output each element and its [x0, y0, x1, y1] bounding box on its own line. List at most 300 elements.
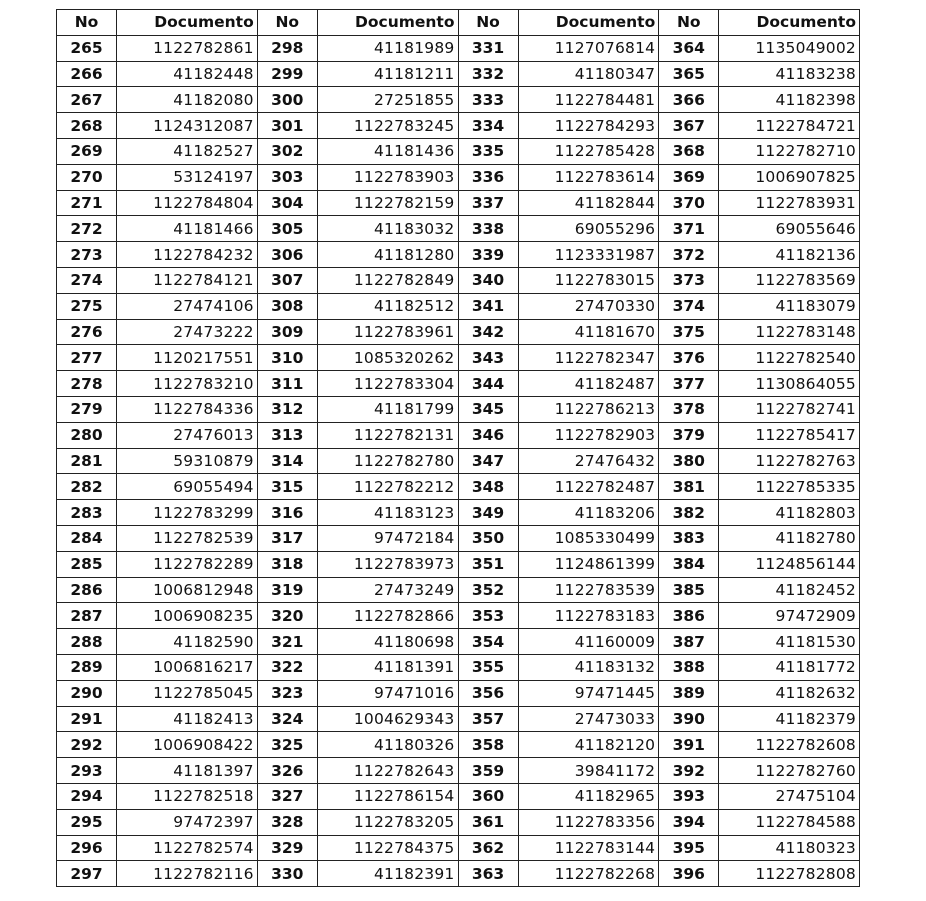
- cell-documento: 1122783183: [518, 603, 659, 629]
- cell-documento: 1127076814: [518, 35, 659, 61]
- cell-no: 313: [257, 422, 317, 448]
- cell-no: 383: [659, 525, 719, 551]
- cell-no: 275: [57, 293, 117, 319]
- cell-documento: 41181280: [317, 242, 458, 268]
- cell-documento: 41182452: [719, 577, 860, 603]
- table-row: [57, 783, 860, 809]
- cell-no: 368: [659, 138, 719, 164]
- cell-documento: 1122782808: [719, 861, 860, 887]
- cell-documento: 1122782518: [117, 783, 258, 809]
- cell-documento: 1122784232: [117, 242, 258, 268]
- cell-no: 367: [659, 113, 719, 139]
- cell-documento: 1122784804: [117, 190, 258, 216]
- cell-no: 309: [257, 319, 317, 345]
- cell-no: 333: [458, 87, 518, 113]
- cell-no: 364: [659, 35, 719, 61]
- cell-documento: 41180347: [518, 61, 659, 87]
- cell-documento: 41183238: [719, 61, 860, 87]
- cell-no: 348: [458, 474, 518, 500]
- cell-documento: 1006907825: [719, 164, 860, 190]
- cell-no: 365: [659, 61, 719, 87]
- cell-no: 386: [659, 603, 719, 629]
- cell-documento: 1122783245: [317, 113, 458, 139]
- cell-documento: 41182448: [117, 61, 258, 87]
- cell-documento: 1122783614: [518, 164, 659, 190]
- cell-no: 378: [659, 396, 719, 422]
- cell-no: 274: [57, 267, 117, 293]
- table-row: [57, 732, 860, 758]
- cell-documento: 1122783148: [719, 319, 860, 345]
- cell-no: 324: [257, 706, 317, 732]
- cell-no: 328: [257, 809, 317, 835]
- cell-no: 298: [257, 35, 317, 61]
- cell-documento: 69055494: [117, 474, 258, 500]
- cell-no: 287: [57, 603, 117, 629]
- cell-no: 282: [57, 474, 117, 500]
- cell-documento: 1122782131: [317, 422, 458, 448]
- table-row: [57, 577, 860, 603]
- cell-no: 301: [257, 113, 317, 139]
- header-row: [57, 10, 860, 36]
- cell-documento: 1122784375: [317, 835, 458, 861]
- cell-no: 297: [57, 861, 117, 887]
- cell-documento: 41180323: [719, 835, 860, 861]
- cell-no: 359: [458, 758, 518, 784]
- cell-no: 382: [659, 500, 719, 526]
- cell-no: 288: [57, 629, 117, 655]
- cell-documento: 1006908422: [117, 732, 258, 758]
- cell-no: 277: [57, 345, 117, 371]
- cell-documento: 1122783903: [317, 164, 458, 190]
- cell-documento: 1122785417: [719, 422, 860, 448]
- cell-documento: 41160009: [518, 629, 659, 655]
- cell-no: 283: [57, 500, 117, 526]
- cell-documento: 41182780: [719, 525, 860, 551]
- cell-no: 331: [458, 35, 518, 61]
- cell-documento: 41182080: [117, 87, 258, 113]
- cell-no: 270: [57, 164, 117, 190]
- cell-no: 315: [257, 474, 317, 500]
- cell-no: 322: [257, 654, 317, 680]
- cell-no: 320: [257, 603, 317, 629]
- cell-documento: 41182965: [518, 783, 659, 809]
- cell-no: 396: [659, 861, 719, 887]
- cell-no: 343: [458, 345, 518, 371]
- cell-no: 284: [57, 525, 117, 551]
- table-row: [57, 861, 860, 887]
- cell-documento: 27474106: [117, 293, 258, 319]
- cell-documento: 1085320262: [317, 345, 458, 371]
- cell-documento: 1122783304: [317, 371, 458, 397]
- cell-documento: 97472397: [117, 809, 258, 835]
- cell-no: 312: [257, 396, 317, 422]
- cell-documento: 41181799: [317, 396, 458, 422]
- cell-documento: 41180698: [317, 629, 458, 655]
- cell-documento: 41182398: [719, 87, 860, 113]
- cell-no: 362: [458, 835, 518, 861]
- cell-documento: 41182379: [719, 706, 860, 732]
- cell-documento: 97471445: [518, 680, 659, 706]
- table-row: [57, 242, 860, 268]
- cell-documento: 1122783210: [117, 371, 258, 397]
- cell-no: 292: [57, 732, 117, 758]
- cell-documento: 1122782710: [719, 138, 860, 164]
- cell-no: 303: [257, 164, 317, 190]
- header-no: No: [458, 10, 518, 36]
- cell-no: 373: [659, 267, 719, 293]
- cell-documento: 1122783931: [719, 190, 860, 216]
- cell-documento: 1123331987: [518, 242, 659, 268]
- cell-no: 335: [458, 138, 518, 164]
- cell-no: 366: [659, 87, 719, 113]
- cell-documento: 1122785428: [518, 138, 659, 164]
- cell-documento: 41182120: [518, 732, 659, 758]
- cell-no: 326: [257, 758, 317, 784]
- cell-no: 295: [57, 809, 117, 835]
- cell-no: 371: [659, 216, 719, 242]
- cell-documento: 1130864055: [719, 371, 860, 397]
- cell-documento: 1122785335: [719, 474, 860, 500]
- table-row: [57, 680, 860, 706]
- cell-documento: 41182487: [518, 371, 659, 397]
- cell-no: 305: [257, 216, 317, 242]
- header-documento: Documento: [317, 10, 458, 36]
- cell-no: 387: [659, 629, 719, 655]
- cell-documento: 59310879: [117, 448, 258, 474]
- cell-documento: 41182512: [317, 293, 458, 319]
- cell-documento: 27476013: [117, 422, 258, 448]
- cell-documento: 41181670: [518, 319, 659, 345]
- cell-no: 279: [57, 396, 117, 422]
- cell-no: 329: [257, 835, 317, 861]
- cell-no: 280: [57, 422, 117, 448]
- cell-no: 385: [659, 577, 719, 603]
- cell-no: 273: [57, 242, 117, 268]
- cell-documento: 1122782903: [518, 422, 659, 448]
- cell-no: 307: [257, 267, 317, 293]
- cell-documento: 1122782540: [719, 345, 860, 371]
- cell-documento: 41183132: [518, 654, 659, 680]
- cell-no: 347: [458, 448, 518, 474]
- cell-no: 330: [257, 861, 317, 887]
- cell-documento: 1122783539: [518, 577, 659, 603]
- table-row: [57, 35, 860, 61]
- cell-documento: 41181436: [317, 138, 458, 164]
- cell-no: 379: [659, 422, 719, 448]
- table-body: [57, 35, 860, 886]
- cell-documento: 1122784481: [518, 87, 659, 113]
- cell-documento: 1085330499: [518, 525, 659, 551]
- cell-no: 384: [659, 551, 719, 577]
- cell-documento: 1122782780: [317, 448, 458, 474]
- cell-no: 354: [458, 629, 518, 655]
- cell-documento: 1122782289: [117, 551, 258, 577]
- cell-documento: 41182527: [117, 138, 258, 164]
- cell-documento: 1122785045: [117, 680, 258, 706]
- cell-no: 332: [458, 61, 518, 87]
- cell-no: 308: [257, 293, 317, 319]
- cell-documento: 1122782608: [719, 732, 860, 758]
- cell-documento: 1122782268: [518, 861, 659, 887]
- cell-documento: 1122784588: [719, 809, 860, 835]
- cell-documento: 1122782116: [117, 861, 258, 887]
- table-row: [57, 87, 860, 113]
- cell-documento: 1122783205: [317, 809, 458, 835]
- cell-documento: 1124861399: [518, 551, 659, 577]
- cell-no: 340: [458, 267, 518, 293]
- table-row: [57, 396, 860, 422]
- cell-documento: 1122782643: [317, 758, 458, 784]
- cell-no: 323: [257, 680, 317, 706]
- cell-documento: 41183079: [719, 293, 860, 319]
- cell-documento: 27473222: [117, 319, 258, 345]
- cell-no: 358: [458, 732, 518, 758]
- header-no: No: [57, 10, 117, 36]
- cell-documento: 1122782763: [719, 448, 860, 474]
- cell-no: 291: [57, 706, 117, 732]
- cell-no: 268: [57, 113, 117, 139]
- cell-documento: 97472184: [317, 525, 458, 551]
- table-row: [57, 293, 860, 319]
- table-row: [57, 474, 860, 500]
- cell-no: 278: [57, 371, 117, 397]
- table-row: [57, 500, 860, 526]
- table-row: [57, 190, 860, 216]
- table-row: [57, 654, 860, 680]
- cell-no: 317: [257, 525, 317, 551]
- cell-documento: 41182632: [719, 680, 860, 706]
- table-row: [57, 551, 860, 577]
- cell-no: 265: [57, 35, 117, 61]
- cell-no: 304: [257, 190, 317, 216]
- table-row: [57, 61, 860, 87]
- cell-documento: 41183032: [317, 216, 458, 242]
- cell-documento: 1122782861: [117, 35, 258, 61]
- cell-no: 392: [659, 758, 719, 784]
- cell-no: 316: [257, 500, 317, 526]
- cell-documento: 1122782159: [317, 190, 458, 216]
- cell-no: 267: [57, 87, 117, 113]
- cell-documento: 1004629343: [317, 706, 458, 732]
- table-row: [57, 835, 860, 861]
- cell-no: 351: [458, 551, 518, 577]
- table-row: [57, 267, 860, 293]
- cell-no: 361: [458, 809, 518, 835]
- cell-no: 391: [659, 732, 719, 758]
- cell-documento: 27251855: [317, 87, 458, 113]
- cell-no: 360: [458, 783, 518, 809]
- table-row: [57, 138, 860, 164]
- cell-no: 336: [458, 164, 518, 190]
- cell-no: 276: [57, 319, 117, 345]
- table-row: [57, 422, 860, 448]
- table-row: [57, 706, 860, 732]
- header-documento: Documento: [117, 10, 258, 36]
- cell-documento: 41183123: [317, 500, 458, 526]
- cell-documento: 41181530: [719, 629, 860, 655]
- cell-no: 375: [659, 319, 719, 345]
- cell-no: 341: [458, 293, 518, 319]
- cell-no: 296: [57, 835, 117, 861]
- table-row: [57, 319, 860, 345]
- header-documento: Documento: [518, 10, 659, 36]
- cell-no: 302: [257, 138, 317, 164]
- cell-no: 370: [659, 190, 719, 216]
- cell-documento: 1122786213: [518, 396, 659, 422]
- cell-documento: 1006812948: [117, 577, 258, 603]
- table-row: [57, 216, 860, 242]
- cell-documento: 1006816217: [117, 654, 258, 680]
- cell-no: 300: [257, 87, 317, 113]
- cell-documento: 1124856144: [719, 551, 860, 577]
- cell-no: 355: [458, 654, 518, 680]
- cell-no: 377: [659, 371, 719, 397]
- cell-no: 356: [458, 680, 518, 706]
- cell-documento: 1135049002: [719, 35, 860, 61]
- cell-documento: 1122784293: [518, 113, 659, 139]
- cell-documento: 1122783973: [317, 551, 458, 577]
- cell-documento: 41181772: [719, 654, 860, 680]
- header-no: No: [257, 10, 317, 36]
- cell-no: 299: [257, 61, 317, 87]
- cell-documento: 1122783015: [518, 267, 659, 293]
- header-documento: Documento: [719, 10, 860, 36]
- cell-documento: 41181989: [317, 35, 458, 61]
- cell-no: 272: [57, 216, 117, 242]
- cell-no: 380: [659, 448, 719, 474]
- cell-no: 325: [257, 732, 317, 758]
- cell-documento: 1122783356: [518, 809, 659, 835]
- cell-no: 352: [458, 577, 518, 603]
- cell-no: 389: [659, 680, 719, 706]
- cell-documento: 69055296: [518, 216, 659, 242]
- cell-no: 345: [458, 396, 518, 422]
- cell-documento: 41182136: [719, 242, 860, 268]
- cell-documento: 1122782849: [317, 267, 458, 293]
- cell-documento: 27475104: [719, 783, 860, 809]
- cell-documento: 1122783144: [518, 835, 659, 861]
- table-row: [57, 809, 860, 835]
- cell-no: 390: [659, 706, 719, 732]
- cell-documento: 41182803: [719, 500, 860, 526]
- cell-no: 350: [458, 525, 518, 551]
- cell-no: 388: [659, 654, 719, 680]
- documents-table: [56, 9, 860, 887]
- cell-no: 266: [57, 61, 117, 87]
- cell-no: 311: [257, 371, 317, 397]
- cell-documento: 1122783961: [317, 319, 458, 345]
- cell-documento: 69055646: [719, 216, 860, 242]
- cell-documento: 97472909: [719, 603, 860, 629]
- cell-no: 293: [57, 758, 117, 784]
- cell-documento: 41181211: [317, 61, 458, 87]
- cell-no: 318: [257, 551, 317, 577]
- cell-no: 339: [458, 242, 518, 268]
- cell-no: 294: [57, 783, 117, 809]
- cell-documento: 1122783299: [117, 500, 258, 526]
- cell-documento: 1122782866: [317, 603, 458, 629]
- cell-no: 395: [659, 835, 719, 861]
- cell-documento: 1124312087: [117, 113, 258, 139]
- cell-documento: 41181466: [117, 216, 258, 242]
- cell-no: 306: [257, 242, 317, 268]
- cell-no: 285: [57, 551, 117, 577]
- cell-no: 363: [458, 861, 518, 887]
- cell-no: 337: [458, 190, 518, 216]
- cell-no: 314: [257, 448, 317, 474]
- cell-no: 369: [659, 164, 719, 190]
- cell-documento: 1120217551: [117, 345, 258, 371]
- cell-documento: 1122782760: [719, 758, 860, 784]
- cell-documento: 1122782347: [518, 345, 659, 371]
- cell-no: 286: [57, 577, 117, 603]
- cell-documento: 1122782212: [317, 474, 458, 500]
- cell-no: 319: [257, 577, 317, 603]
- cell-no: 344: [458, 371, 518, 397]
- cell-documento: 1122782741: [719, 396, 860, 422]
- cell-no: 376: [659, 345, 719, 371]
- cell-documento: 1122784121: [117, 267, 258, 293]
- cell-documento: 1122784721: [719, 113, 860, 139]
- cell-no: 372: [659, 242, 719, 268]
- table-row: [57, 113, 860, 139]
- cell-no: 357: [458, 706, 518, 732]
- cell-no: 327: [257, 783, 317, 809]
- cell-documento: 41181397: [117, 758, 258, 784]
- cell-no: 334: [458, 113, 518, 139]
- table-row: [57, 345, 860, 371]
- table-row: [57, 758, 860, 784]
- cell-documento: 27476432: [518, 448, 659, 474]
- cell-documento: 1122782487: [518, 474, 659, 500]
- header-no: No: [659, 10, 719, 36]
- cell-no: 289: [57, 654, 117, 680]
- cell-no: 290: [57, 680, 117, 706]
- cell-no: 321: [257, 629, 317, 655]
- cell-documento: 41182413: [117, 706, 258, 732]
- cell-documento: 1122783569: [719, 267, 860, 293]
- cell-documento: 1122782539: [117, 525, 258, 551]
- cell-no: 281: [57, 448, 117, 474]
- table-row: [57, 164, 860, 190]
- cell-no: 374: [659, 293, 719, 319]
- cell-documento: 1122782574: [117, 835, 258, 861]
- table-row: [57, 629, 860, 655]
- cell-documento: 39841172: [518, 758, 659, 784]
- table-row: [57, 603, 860, 629]
- cell-documento: 97471016: [317, 680, 458, 706]
- table-row: [57, 525, 860, 551]
- cell-no: 338: [458, 216, 518, 242]
- cell-no: 394: [659, 809, 719, 835]
- cell-documento: 27470330: [518, 293, 659, 319]
- cell-documento: 41180326: [317, 732, 458, 758]
- table-row: [57, 448, 860, 474]
- cell-no: 393: [659, 783, 719, 809]
- cell-documento: 27473249: [317, 577, 458, 603]
- cell-documento: 27473033: [518, 706, 659, 732]
- cell-documento: 41183206: [518, 500, 659, 526]
- cell-documento: 1122786154: [317, 783, 458, 809]
- cell-no: 349: [458, 500, 518, 526]
- cell-no: 346: [458, 422, 518, 448]
- cell-documento: 1122784336: [117, 396, 258, 422]
- cell-documento: 41182590: [117, 629, 258, 655]
- cell-no: 310: [257, 345, 317, 371]
- cell-no: 271: [57, 190, 117, 216]
- cell-no: 269: [57, 138, 117, 164]
- table-row: [57, 371, 860, 397]
